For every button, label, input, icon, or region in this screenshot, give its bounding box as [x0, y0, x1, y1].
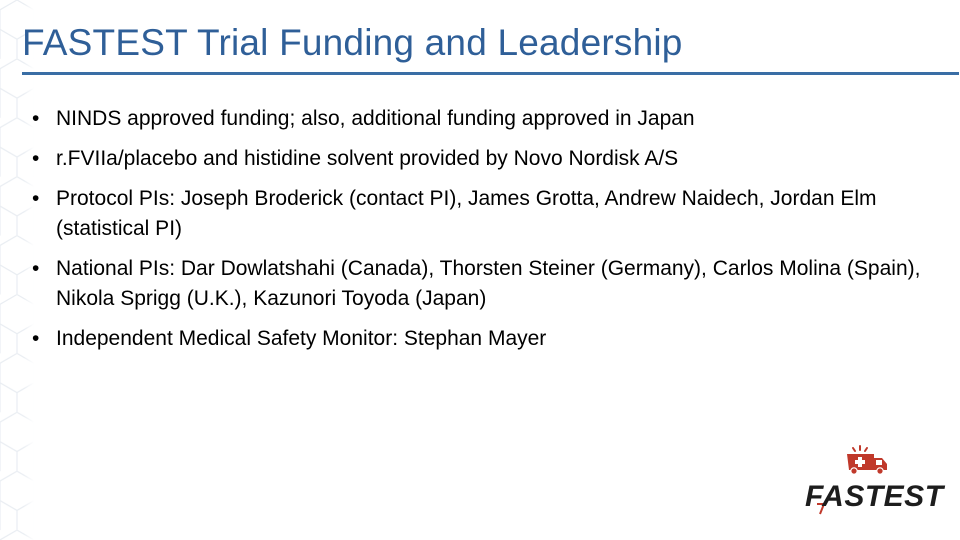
fastest-logo	[803, 440, 944, 518]
slide-title: FASTEST Trial Funding and Leadership	[22, 22, 683, 63]
bullet-text: NINDS approved funding; also, additional funding approved in Japan	[56, 107, 695, 130]
bullet-item	[30, 254, 935, 314]
bullet-item	[30, 184, 935, 244]
bullet-item	[30, 104, 935, 134]
bullet-text: r.FVIIa/placebo and histidine solvent provided by Novo Nordisk A/S	[56, 147, 679, 170]
bullet-dot: •	[32, 257, 40, 280]
title-underline	[22, 72, 959, 75]
bullet-list	[30, 104, 935, 364]
bullet-text: Protocol PIs: Joseph Broderick (contact PI), James Grotta, Andrew Naidech, Jordan Elm (statistical PI)	[56, 187, 877, 240]
bullet-dot: •	[32, 107, 40, 130]
bullet-dot: •	[32, 187, 40, 210]
bullet-item	[30, 144, 935, 174]
logo-wordmark: FASTEST	[805, 480, 944, 513]
bullet-text: Independent Medical Safety Monitor: Stephan Mayer	[56, 327, 547, 350]
bullet-text: National PIs: Dar Dowlatshahi (Canada), Thorsten Steiner (Germany), Carlos Molina (Spain), Nikola Sprigg (U.K.), Kazunori Toyoda (Japan)	[56, 257, 921, 310]
bullet-item	[30, 324, 935, 354]
bullet-dot: •	[32, 147, 40, 170]
bullet-dot: •	[32, 327, 40, 350]
